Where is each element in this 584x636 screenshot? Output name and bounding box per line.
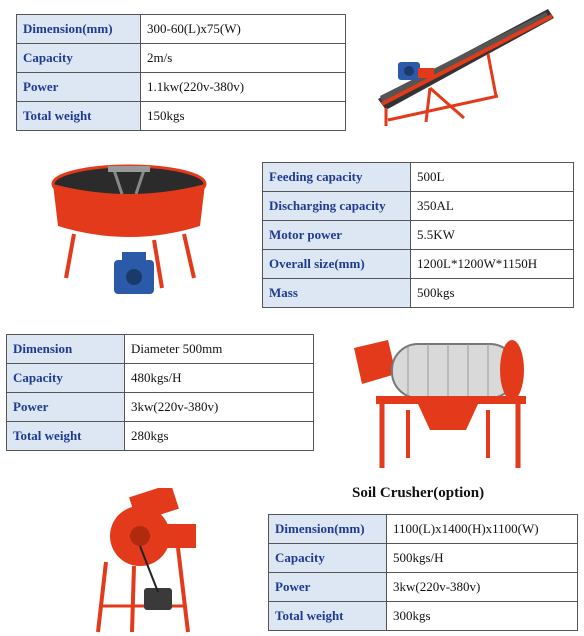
pan-mixer-image — [44, 156, 214, 306]
spec-key: Total weight — [7, 422, 125, 451]
spec-key: Total weight — [269, 602, 387, 631]
spec-key: Dimension(mm) — [269, 515, 387, 544]
spec-value: 3kw(220v-380v) — [387, 573, 578, 602]
table-row — [17, 15, 346, 44]
spec-value: 500kgs/H — [387, 544, 578, 573]
spec-table-screen — [6, 334, 314, 451]
spec-value: 5.5KW — [411, 221, 574, 250]
soil-crusher-image — [92, 488, 204, 636]
table-row — [7, 422, 314, 451]
table-row — [263, 279, 574, 308]
table-row — [269, 573, 578, 602]
spec-key: Motor power — [263, 221, 411, 250]
table-row — [263, 192, 574, 221]
spec-value: 300-60(L)x75(W) — [141, 15, 346, 44]
belt-conveyor-image — [368, 4, 558, 128]
table-row — [7, 335, 314, 364]
spec-table-mixer — [262, 162, 574, 308]
spec-key: Power — [269, 573, 387, 602]
table-row — [17, 102, 346, 131]
rotary-screen-image — [348, 318, 534, 482]
spec-key: Dimension — [7, 335, 125, 364]
spec-table-crusher — [268, 514, 578, 631]
spec-key: Dimension(mm) — [17, 15, 141, 44]
spec-key: Total weight — [17, 102, 141, 131]
spec-key: Discharging capacity — [263, 192, 411, 221]
spec-value: 480kgs/H — [125, 364, 314, 393]
spec-value: 2m/s — [141, 44, 346, 73]
spec-key: Capacity — [7, 364, 125, 393]
spec-value: 350AL — [411, 192, 574, 221]
spec-value: 280kgs — [125, 422, 314, 451]
table-row — [7, 364, 314, 393]
table-row — [263, 163, 574, 192]
spec-key: Mass — [263, 279, 411, 308]
spec-key: Capacity — [269, 544, 387, 573]
spec-key: Capacity — [17, 44, 141, 73]
spec-table-conveyor — [16, 14, 346, 131]
table-row — [263, 250, 574, 279]
spec-value: 500L — [411, 163, 574, 192]
spec-key: Feeding capacity — [263, 163, 411, 192]
table-row — [7, 393, 314, 422]
soil-crusher-caption: Soil Crusher(option) — [352, 485, 485, 501]
table-row — [269, 602, 578, 631]
table-row — [263, 221, 574, 250]
spec-value: 1100(L)x1400(H)x1100(W) — [387, 515, 578, 544]
spec-value: Diameter 500mm — [125, 335, 314, 364]
spec-value: 1.1kw(220v-380v) — [141, 73, 346, 102]
spec-key: Overall size(mm) — [263, 250, 411, 279]
table-row — [17, 44, 346, 73]
spec-value: 3kw(220v-380v) — [125, 393, 314, 422]
spec-value: 500kgs — [411, 279, 574, 308]
table-row — [269, 515, 578, 544]
table-row — [17, 73, 346, 102]
table-row — [269, 544, 578, 573]
spec-key: Power — [7, 393, 125, 422]
spec-value: 150kgs — [141, 102, 346, 131]
spec-value: 300kgs — [387, 602, 578, 631]
spec-value: 1200L*1200W*1150H — [411, 250, 574, 279]
spec-key: Power — [17, 73, 141, 102]
